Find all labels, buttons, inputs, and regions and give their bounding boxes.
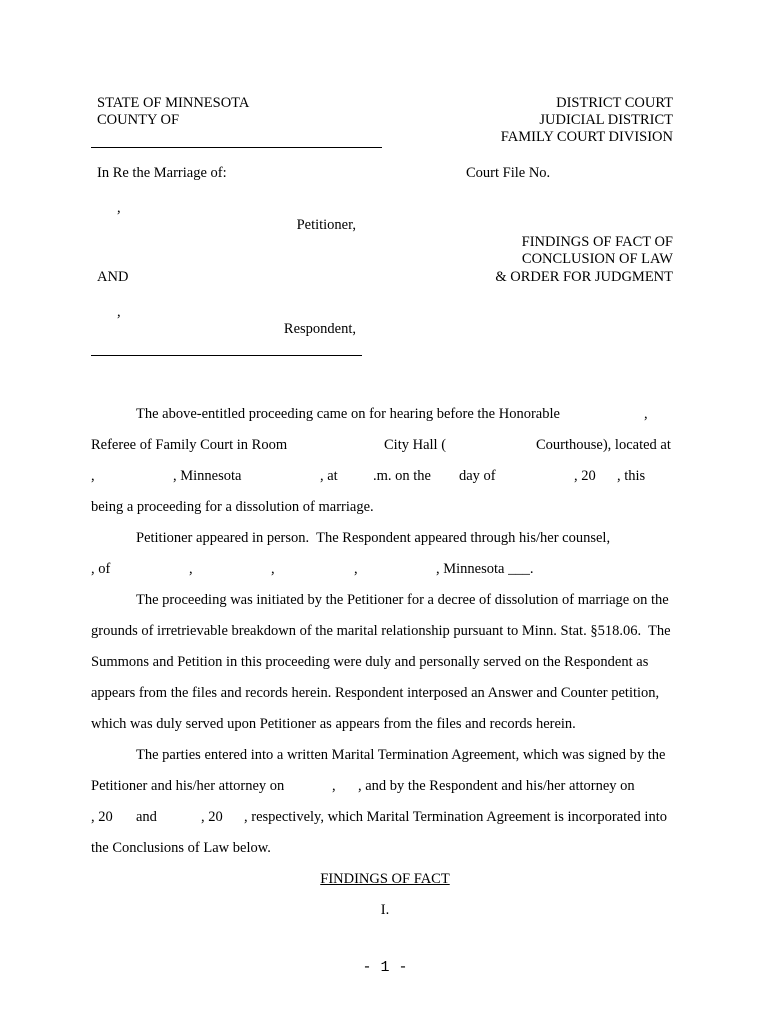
paragraph-hearing-line4: being a proceeding for a dissolution of marriage.	[91, 499, 374, 515]
paragraph-initiation-line4: appears from the files and records herein. Respondent interposed an Answer and Counter petition,	[91, 685, 660, 701]
paragraph-agreement-line2a: Petitioner and his/her attorney on	[91, 778, 285, 794]
paragraph-hearing-line3d: .m. on the	[373, 468, 431, 484]
findings-heading: FINDINGS OF FACT	[320, 871, 450, 887]
section-number: I.	[380, 902, 390, 918]
paragraph-hearing-comma: ,	[644, 406, 648, 422]
petitioner-name-comma: ,	[117, 200, 121, 216]
paragraph-appearance-line2e: , Minnesota ___.	[436, 561, 534, 577]
paragraph-hearing-line3a: ,	[91, 468, 95, 484]
paragraph-appearance-line2b: ,	[189, 561, 193, 577]
petitioner-label: Petitioner,	[296, 217, 356, 233]
paragraph-hearing-line3b: , Minnesota	[173, 468, 242, 484]
document-title-line2: CONCLUSION OF LAW	[521, 251, 673, 267]
paragraph-agreement-line3b: and	[136, 809, 157, 825]
paragraph-hearing-line2c: Courthouse), located at	[536, 437, 671, 453]
paragraph-hearing-line2b: City Hall (	[384, 437, 447, 453]
paragraph-agreement-line3c: , 20	[201, 809, 223, 825]
paragraph-hearing-line3e: day of	[459, 468, 496, 484]
paragraph-initiation-line5: which was duly served upon Petitioner as appears from the files and records herein.	[91, 716, 576, 732]
paragraph-hearing-line3f: , 20	[574, 468, 596, 484]
division-label: FAMILY COURT DIVISION	[500, 129, 673, 145]
paragraph-agreement-line3a: , 20	[91, 809, 113, 825]
district-label: JUDICIAL DISTRICT	[539, 112, 673, 128]
court-label: DISTRICT COURT	[556, 95, 673, 111]
state-label: STATE OF MINNESOTA	[97, 95, 250, 111]
caption-divider	[91, 355, 362, 356]
page-number: - 1 -	[362, 959, 408, 976]
county-divider	[91, 147, 382, 148]
respondent-name-comma: ,	[117, 304, 121, 320]
document-title-line3: & ORDER FOR JUDGMENT	[495, 269, 673, 285]
paragraph-hearing-line3c: , at	[320, 468, 338, 484]
paragraph-appearance-line2c: ,	[271, 561, 275, 577]
paragraph-hearing-line3g: , this	[617, 468, 646, 484]
paragraph-agreement-line1: The parties entered into a written Marital Termination Agreement, which was signed by the	[136, 747, 666, 763]
respondent-label: Respondent,	[283, 321, 356, 337]
paragraph-agreement-line2b: ,	[332, 778, 336, 794]
paragraph-appearance-line2d: ,	[354, 561, 358, 577]
court-file-label: Court File No.	[466, 165, 551, 181]
in-re-label: In Re the Marriage of:	[97, 165, 227, 181]
paragraph-agreement-line3d: , respectively, which Marital Termination Agreement is incorporated into	[244, 809, 667, 825]
paragraph-initiation-line2: grounds of irretrievable breakdown of the marital relationship pursuant to Minn. Stat. §518.06. The	[91, 623, 671, 639]
and-label: AND	[97, 269, 129, 285]
paragraph-appearance-line1: Petitioner appeared in person. The Respondent appeared through his/her counsel,	[136, 530, 611, 546]
paragraph-hearing-line2a: Referee of Family Court in Room	[91, 437, 288, 453]
paragraph-agreement-line2c: , and by the Respondent and his/her attorney on	[358, 778, 635, 794]
paragraph-initiation-line3: Summons and Petition in this proceeding were duly and personally served on the Respondent as	[91, 654, 649, 670]
paragraph-hearing-line1: The above-entitled proceeding came on for hearing before the Honorable	[136, 406, 560, 422]
paragraph-appearance-line2a: , of	[91, 561, 111, 577]
document-title-line1: FINDINGS OF FACT OF	[521, 234, 673, 250]
paragraph-initiation-line1: The proceeding was initiated by the Petitioner for a decree of dissolution of marriage on the	[136, 592, 669, 608]
county-label: COUNTY OF	[97, 112, 180, 128]
paragraph-agreement-line4: the Conclusions of Law below.	[91, 840, 271, 856]
